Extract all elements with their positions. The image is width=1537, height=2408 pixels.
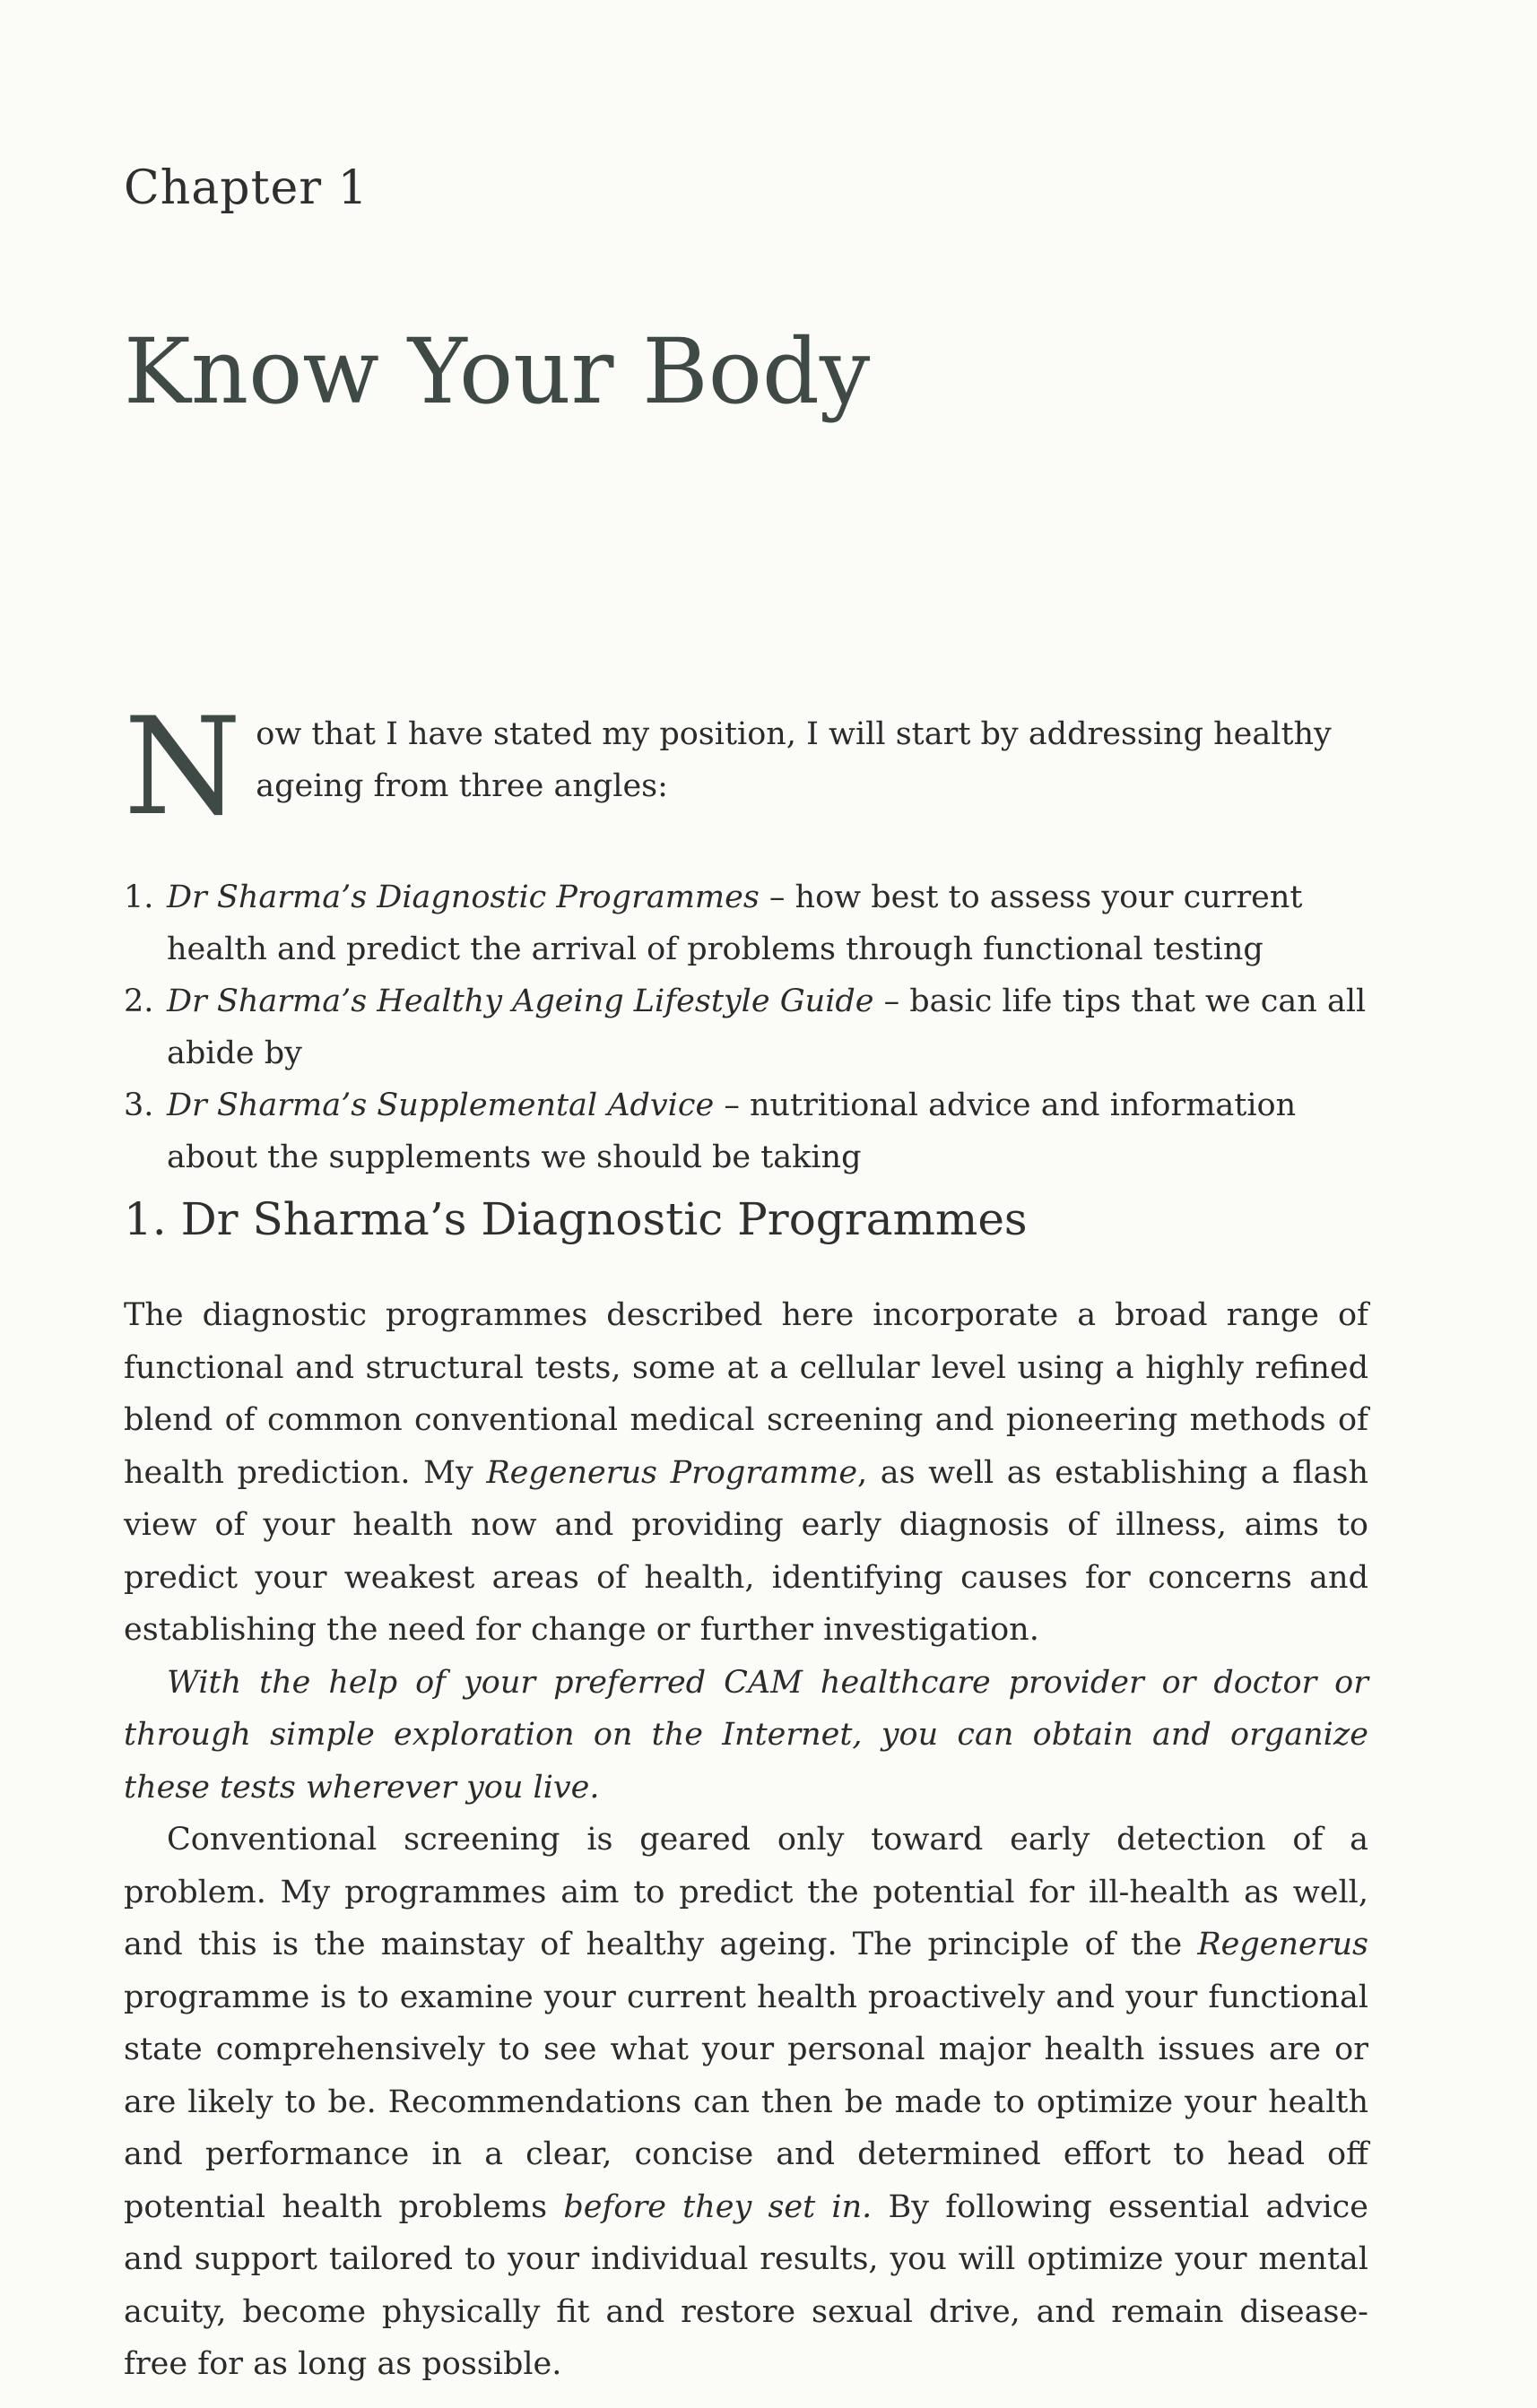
list-item-number: 3.	[124, 1087, 154, 1123]
list-item-description: – nutritional advice and information about the supplements we should be taking	[167, 1087, 1297, 1175]
text-run: Conventional screening is geared only toward early detection of a problem. My programmes aim to predict the potential for ill-health as well, and this is the mainstay of healthy ageing. The principle of the	[124, 1822, 1368, 1962]
text-run: programme is to examine your current health proactively and your functional state comprehensively to see what your personal major health issues are or are likely to be. Recommendations can then be made to optimize your health and performance in a clear, concise and determined effort to head off potential health problems	[124, 1979, 1368, 2225]
body-paragraph	[124, 1289, 1368, 1657]
text-run: By following essential advice and support tailored to your individual results, you will optimize your mental acuity, become physically fit and restore sexual drive, and remain disease-free for as long as possible.	[124, 2188, 1369, 2382]
list-item-title: Dr Sharma’s Supplemental Advice	[167, 1087, 715, 1123]
list-item	[124, 871, 1368, 975]
drop-cap: N	[124, 689, 242, 845]
section-heading: 1. Dr Sharma’s Diagnostic Programmes	[124, 1193, 1028, 1245]
list-item-description: – how best to assess your current health and predict the arrival of problems through functional testing	[167, 879, 1303, 967]
list-item-title: Dr Sharma’s Diagnostic Programmes	[167, 879, 760, 915]
body-paragraph-italic: With the help of your preferred CAM healthcare provider or doctor or through simple exploration on the Internet, you can obtain and organize these tests wherever you live.	[124, 1664, 1368, 1806]
list-item-description: – basic life tips that we can all abide by	[167, 983, 1367, 1071]
list-item-number: 1.	[124, 879, 154, 915]
chapter-label: Chapter 1	[124, 161, 369, 215]
chapter-title: Know Your Body	[124, 319, 871, 424]
list-item	[124, 1079, 1368, 1183]
list-item-title: Dr Sharma’s Healthy Ageing Lifestyle Guide	[167, 983, 874, 1019]
list-item	[124, 975, 1368, 1079]
italic-text-run: Regenerus Programme	[486, 1454, 858, 1491]
list-item-number: 2.	[124, 983, 154, 1019]
intro-text: ow that I have stated my position, I will start by addressing healthy ageing from three angles:	[256, 716, 1332, 804]
angles-list	[124, 871, 1368, 1183]
text-run: The diagnostic programmes described here incorporate a broad range of functional and structural tests, some at a cellular level using a highly refined blend of common conventional medical screening and pioneering methods of health prediction. My	[124, 1297, 1368, 1491]
text-run: , as well as establishing a flash view of your health now and providing early diagnosis of illness, aims to predict your weakest areas of health, identifying causes for concerns and establishing the need for change or further investigation.	[124, 1454, 1368, 1648]
body-paragraph	[124, 1814, 1368, 2391]
intro-paragraph	[124, 689, 1368, 845]
section-body	[124, 1289, 1368, 2391]
italic-text-run: before they set in.	[563, 2188, 873, 2225]
italic-text-run: Regenerus	[1197, 1927, 1368, 1962]
